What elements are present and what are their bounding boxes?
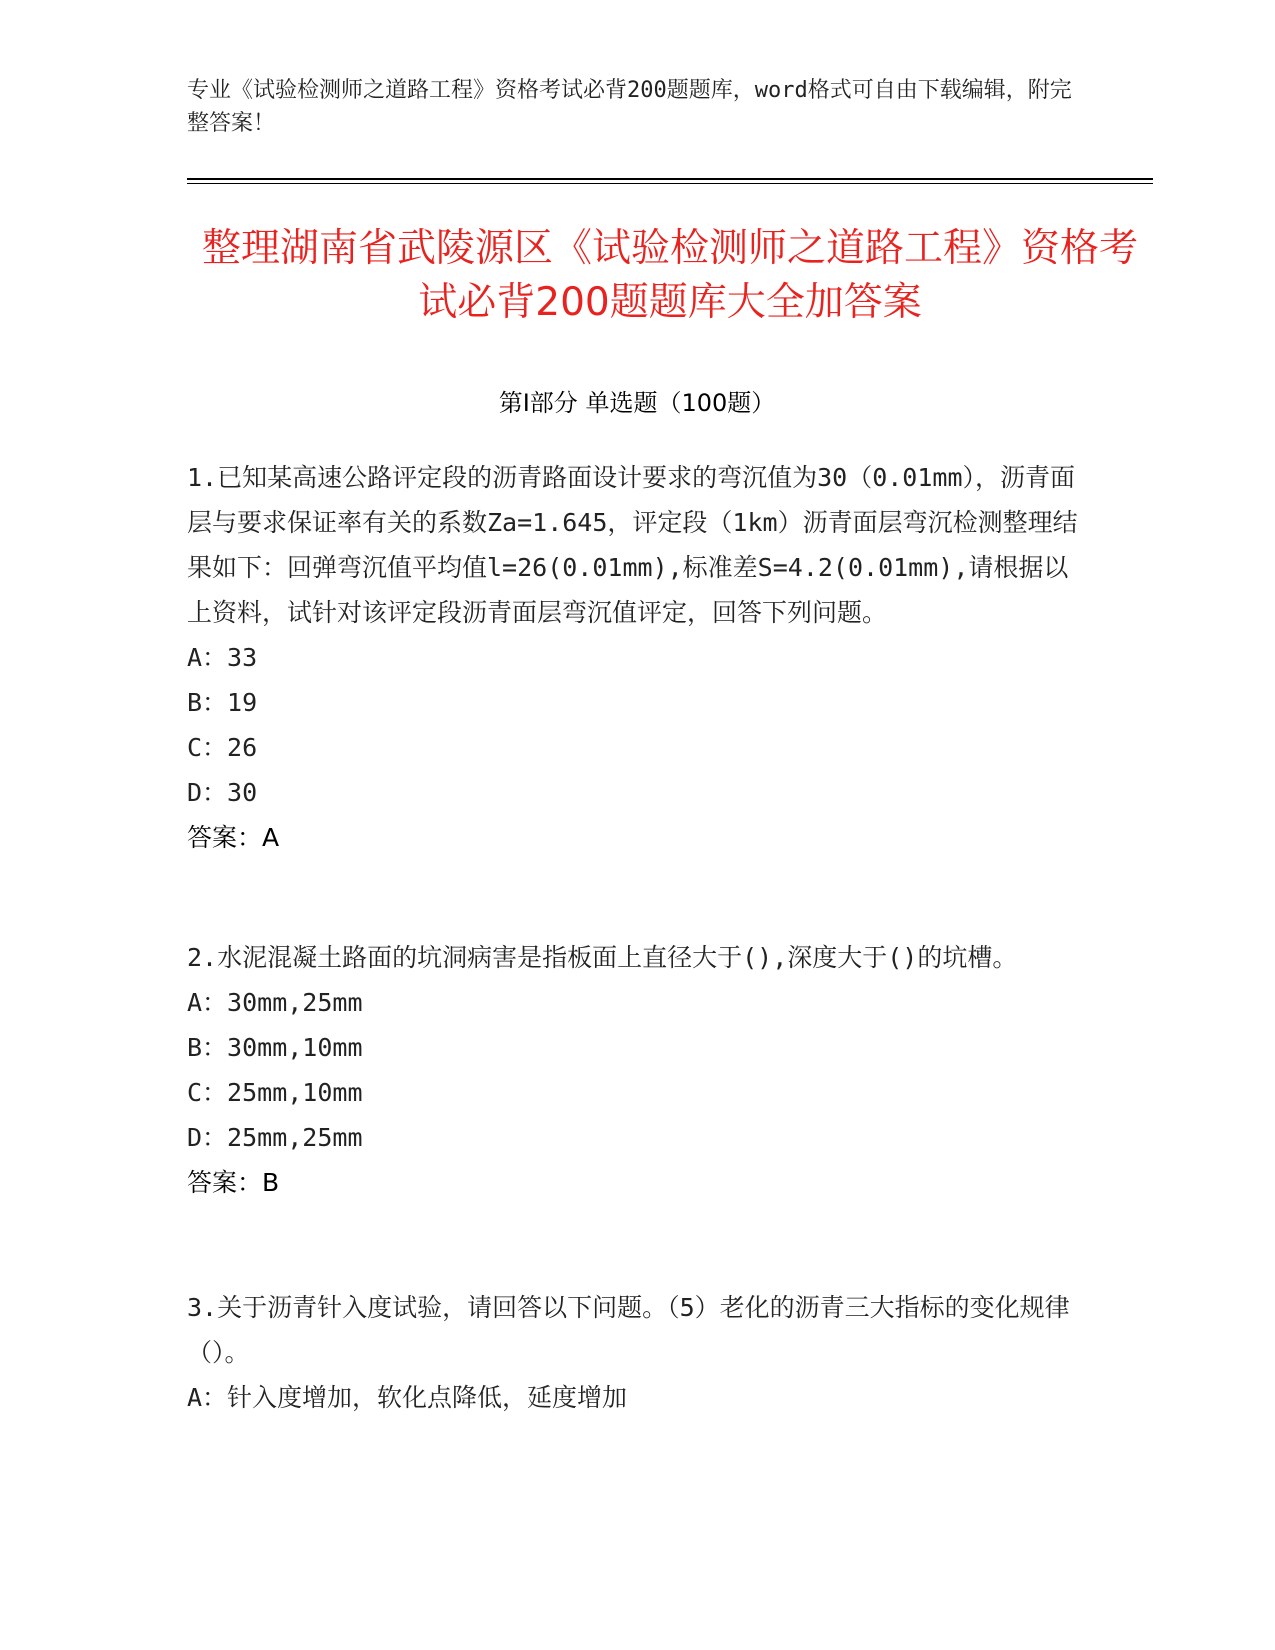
header-note: 专业《试验检测师之道路工程》资格考试必背200题题库，word格式可自由下载编辑，附完整答案！ <box>187 78 1072 136</box>
question-text: 3.关于沥青针入度试验，请回答以下问题。（5）老化的沥青三大指标的变化规律（）。 <box>187 1293 1070 1367</box>
option-b: B：30mm,10mm <box>187 1033 363 1062</box>
question-text: 2.水泥混凝土路面的坑洞病害是指板面上直径大于(),深度大于()的坑槽。 <box>187 943 1018 972</box>
question-2 <box>187 935 1087 1205</box>
document-title: 整理湖南省武陵源区《试验检测师之道路工程》资格考试必背200题题库大全加答案 <box>201 226 1138 325</box>
option-c: C：26 <box>187 733 258 762</box>
option-b: B：19 <box>187 688 258 717</box>
answer: 答案：B <box>187 1168 280 1197</box>
option-a: A：30mm,25mm <box>187 988 363 1017</box>
option-d: D：25mm,25mm <box>187 1123 363 1152</box>
option-d: D：30 <box>187 778 258 807</box>
header-divider-thin <box>187 183 1153 184</box>
answer: 答案：A <box>187 823 280 852</box>
section-title: 第Ⅰ部分 单选题（100题） <box>498 389 776 417</box>
question-1 <box>187 455 1087 860</box>
option-a: A：33 <box>187 643 258 672</box>
option-c: C：25mm,10mm <box>187 1078 363 1107</box>
option-a: A：针入度增加，软化点降低，延度增加 <box>187 1383 628 1412</box>
question-text: 1.已知某高速公路评定段的沥青路面设计要求的弯沉值为30（0.01mm），沥青面层与要求保证率有关的系数Za=1.645，评定段（1km）沥青面层弯沉检测整理结果如下：回弹弯沉值平均值l=26(0.01mm),标准差S=4.2(0.01mm),请根据以上资料，试针对该评定段沥青面层弯沉值评定，回答下列问题。 <box>187 463 1078 627</box>
header-divider-thick <box>187 178 1153 180</box>
question-3 <box>187 1285 1087 1420</box>
